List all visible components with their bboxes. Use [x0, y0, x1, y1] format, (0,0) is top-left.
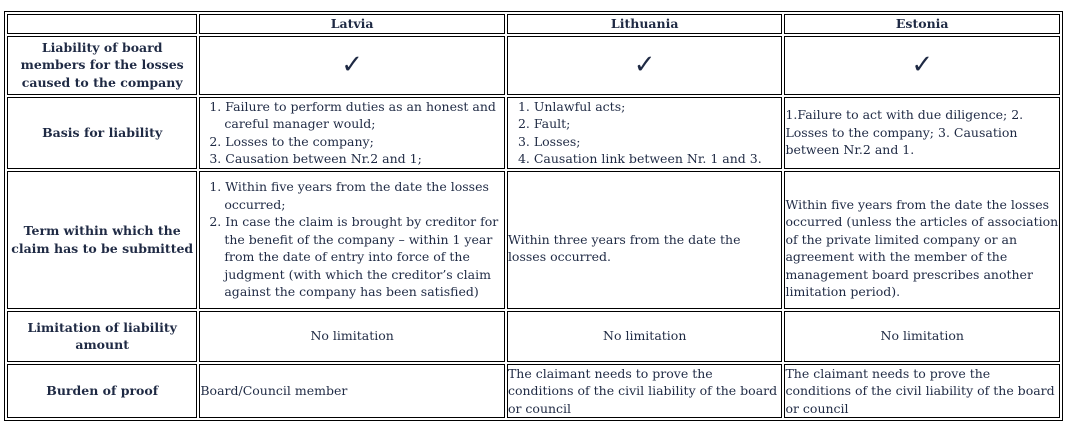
term-latvia-list: [200, 178, 504, 301]
list-item: 2. Losses to the company;: [209, 133, 374, 149]
basis-lithuania-list: [508, 98, 782, 168]
cell-basis-lithuania: [507, 97, 783, 169]
list-item: 1. Failure to perform duties as an honest and careful manager would;: [209, 98, 496, 131]
row-label-liability: Liability of board members for the losses caused to the company: [7, 36, 197, 95]
list-item: 4. Causation link between Nr. 1 and 3.: [517, 151, 762, 166]
cell-term-lithuania: [507, 171, 783, 309]
row-basis: [7, 97, 1060, 169]
cell-burden-lithuania: The claimant needs to prove the conditions of the civil liability of the board or council: [507, 364, 783, 419]
cell-term-latvia: [199, 171, 505, 309]
checkmark-icon: ✓: [633, 50, 656, 80]
row-term: [7, 171, 1060, 309]
cell-basis-estonia: [784, 97, 1060, 169]
checkmark-icon: ✓: [341, 50, 364, 80]
term-lithuania-text: Within three years from the date the losses occurred.: [507, 231, 741, 264]
cell-limitation-latvia: No limitation: [199, 311, 505, 362]
list-item: 2. Fault;: [517, 116, 571, 131]
header-row: [7, 14, 1060, 34]
basis-latvia-list: [200, 98, 504, 168]
row-label-burden: Burden of proof: [7, 364, 197, 419]
cell-liability-estonia: [784, 36, 1060, 95]
cell-liability-latvia: [199, 36, 505, 95]
header-latvia: Latvia: [199, 14, 505, 34]
row-burden: [7, 364, 1060, 419]
term-estonia-text: Within five years from the date the losses occurred (unless the articles of association of the private limited company or an agreement with the member of the management board prescribes another limitation period).: [785, 196, 1059, 299]
cell-limitation-estonia: No limitation: [784, 311, 1060, 362]
row-label-basis: Basis for liability: [7, 97, 197, 169]
row-label-limitation: Limitation of liability amount: [7, 311, 197, 362]
cell-burden-estonia: The claimant needs to prove the conditions of the civil liability of the board or council: [784, 364, 1060, 419]
comparison-table-wrapper: [4, 11, 1063, 421]
list-item: 1. Unlawful acts;: [517, 98, 626, 114]
list-item: 3. Losses;: [517, 133, 581, 149]
header-estonia: Estonia: [784, 14, 1060, 34]
list-item: 1. Within five years from the date the losses occurred;: [209, 179, 489, 212]
cell-liability-lithuania: [507, 36, 783, 95]
cell-term-estonia: [784, 171, 1060, 309]
list-item: 2. In case the claim is brought by creditor for the benefit of the company – within 1 year from the date of entry into force of the judgment (with which the creditor’s claim against the company has been satisfied): [209, 214, 499, 300]
row-liability: [7, 36, 1060, 95]
row-label-term: Term within which the claim has to be submitted: [7, 171, 197, 309]
row-limitation: [7, 311, 1060, 362]
cell-basis-latvia: [199, 97, 505, 169]
checkmark-icon: ✓: [911, 50, 934, 80]
basis-estonia-text: 1.Failure to act with due diligence; 2. Losses to the company; 3. Causation between Nr.2 and 1.: [785, 107, 1024, 158]
cell-burden-latvia: Board/Council member: [199, 364, 505, 419]
comparison-table: [4, 11, 1063, 421]
header-lithuania: Lithuania: [507, 14, 783, 34]
header-empty-cell: [7, 14, 197, 34]
list-item: 3. Causation between Nr.2 and 1;: [209, 151, 422, 166]
cell-limitation-lithuania: No limitation: [507, 311, 783, 362]
